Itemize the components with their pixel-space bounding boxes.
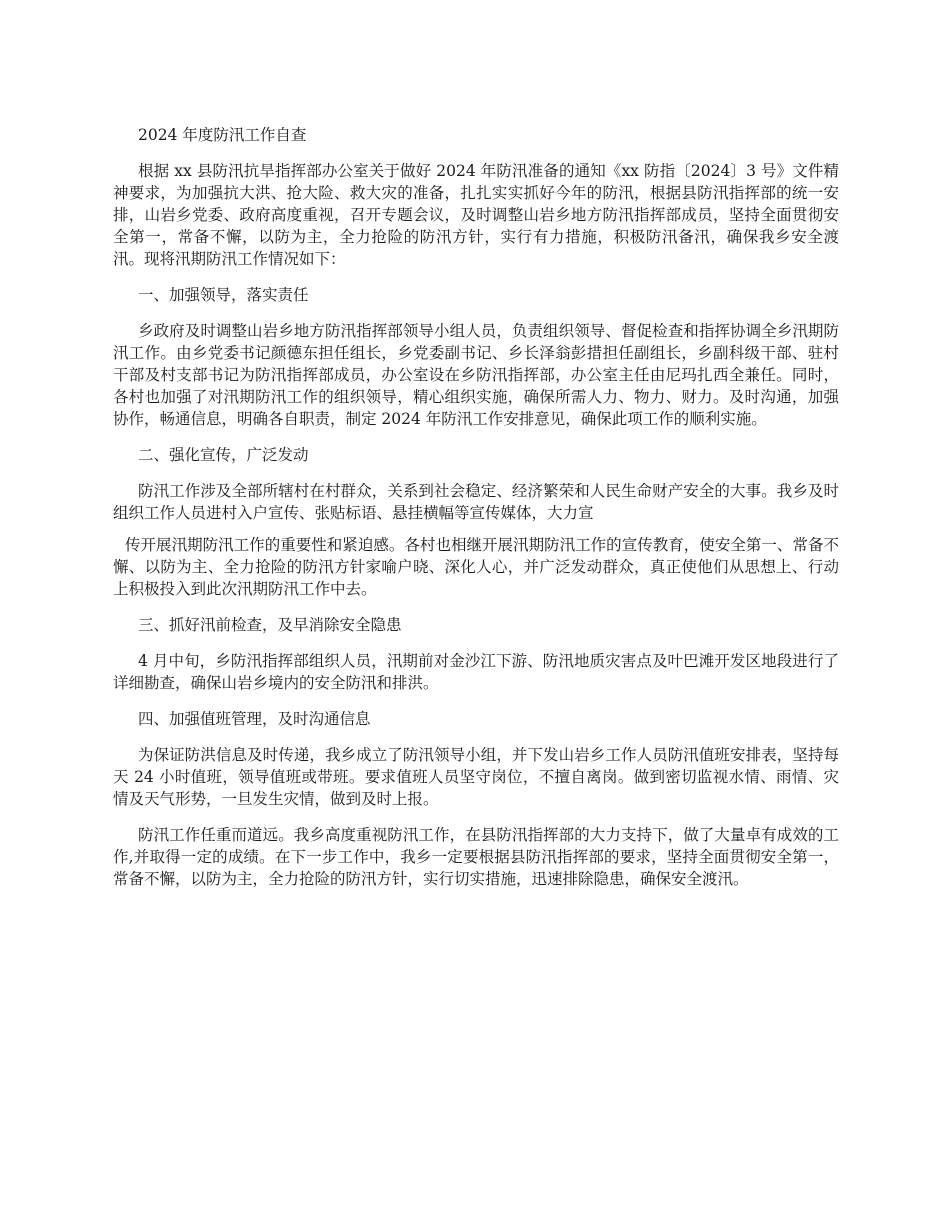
section-1-heading: 一、加强领导，落实责任 [138, 286, 309, 304]
document-title: 2024 年度防汛工作自查 [138, 126, 307, 144]
document-body [113, 124, 839, 904]
section-3-paragraph: 4 月中旬，乡防汛指挥部组织人员，汛期前对金沙江下游、防汛地质灾害点及叶巴滩开发区地段进行了详细勘查，确保山岩乡境内的安全防汛和排洪。 [113, 652, 839, 692]
section-4-paragraph: 为保证防洪信息及时传递，我乡成立了防汛领导小组，并下发山岩乡工作人员防汛值班安排表，坚持每天 24 小时值班，领导值班或带班。要求值班人员坚守岗位，不擅自离岗。做到密切监视水情、雨情、灾情及天气形势，一旦发生灾情，做到及时上报。 [113, 746, 839, 808]
section-2-paragraph-a: 防汛工作涉及全部所辖村在村群众，关系到社会稳定、经济繁荣和人民生命财产安全的大事。我乡及时组织工作人员进村入户宣传、张贴标语、悬挂横幅等宣传媒体，大力宣 [113, 482, 839, 522]
section-3-heading: 三、抓好汛前检查，及早消除安全隐患 [138, 616, 402, 634]
section-2-paragraph-b: 传开展汛期防汛工作的重要性和紧迫感。各村也相继开展汛期防汛工作的宣传教育，使安全第一、常备不懈、以防为主、全力抢险的防汛方针家喻户晓、深化人心，并广泛发动群众，真正使他们从思想上、行动上积极投入到此次汛期防汛工作中去。 [113, 536, 839, 598]
section-4-heading: 四、加强值班管理，及时沟通信息 [138, 710, 371, 728]
section-2-heading: 二、强化宣传，广泛发动 [138, 446, 309, 464]
section-1-paragraph: 乡政府及时调整山岩乡地方防汛指挥部领导小组人员，负责组织领导、督促检查和指挥协调全乡汛期防汛工作。由乡党委书记颜德东担任组长，乡党委副书记、乡长泽翁彭措担任副组长，乡副科级干部、驻村干部及村支部书记为防汛指挥部成员，办公室设在乡防汛指挥部，办公室主任由尼玛扎西全兼任。同时，各村也加强了对汛期防汛工作的组织领导，精心组织实施，确保所需人力、物力、财力。及时沟通，加强协作，畅通信息，明确各自职责，制定 2024 年防汛工作安排意见，确保此项工作的顺利实施。 [113, 322, 839, 428]
intro-paragraph: 根据 xx 县防汛抗旱指挥部办公室关于做好 2024 年防汛准备的通知《xx 防指〔2024〕3 号》文件精神要求，为加强抗大洪、抢大险、救大灾的准备，扎扎实实抓好今年的防汛，根据县防汛指挥部的统一安排，山岩乡党委、政府高度重视，召开专题会议，及时调整山岩乡地方防汛指挥部成员，坚持全面贯彻安全第一，常备不懈，以防为主，全力抢险的防汛方针，实行有力措施，积极防汛备汛，确保我乡安全渡汛。现将汛期防汛工作情况如下： [113, 162, 839, 268]
conclusion-paragraph: 防汛工作任重而道远。我乡高度重视防汛工作，在县防汛指挥部的大力支持下，做了大量卓有成效的工作,并取得一定的成绩。在下一步工作中，我乡一定要根据县防汛指挥部的要求，坚持全面贯彻安全第一，常备不懈，以防为主，全力抢险的防汛方针，实行切实措施，迅速排除隐患，确保安全渡汛。 [113, 826, 839, 888]
